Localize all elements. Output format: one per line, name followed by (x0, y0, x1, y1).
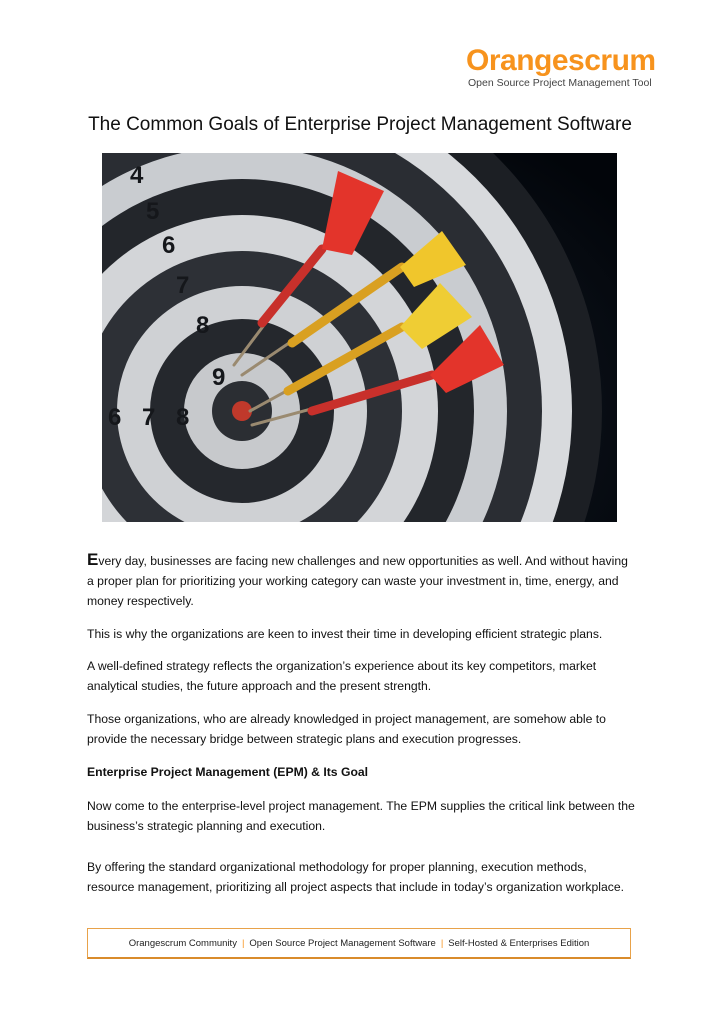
svg-text:9: 9 (212, 364, 226, 391)
svg-text:6: 6 (108, 404, 122, 431)
paragraph-project-management: Those organizations, who are already knowledged in project management, are somehow able to provide the necessary bridge between strategic plans and execution progresses. (87, 712, 606, 746)
footer-separator: | (440, 937, 444, 949)
footer-link-open-source[interactable]: Open Source Project Management Software (249, 937, 436, 949)
drop-cap: E (87, 550, 99, 569)
page-title: The Common Goals of Enterprise Project Management Software (88, 114, 632, 135)
footer-link-editions[interactable]: Self-Hosted & Enterprises Edition (448, 937, 590, 949)
svg-text:8: 8 (176, 404, 190, 431)
dartboard-with-darts-icon (102, 153, 617, 522)
footer-separator: | (241, 937, 245, 949)
paragraph-strategic-plans: This is why the organizations are keen to invest their time in developing efficient strategic plans. (87, 627, 603, 641)
page-footer (87, 928, 631, 959)
paragraph-well-defined-strategy: A well-defined strategy reflects the organization’s experience about its key competitors, market analytical studies, the future approach and the present strength. (87, 659, 597, 693)
footer-link-community[interactable]: Orangescrum Community (128, 937, 237, 949)
svg-text:6: 6 (162, 232, 176, 259)
paragraph-epm: Now come to the enterprise-level project management. The EPM supplies the critical link between the business’s strategic planning and execution. (87, 799, 635, 833)
logo-tagline: Open Source Project Management Tool (468, 77, 652, 89)
logo-wordmark: Orangescrum (466, 44, 656, 77)
svg-text:4: 4 (130, 162, 144, 189)
orangescrum-logo[interactable] (466, 44, 656, 96)
paragraph-methodology: By offering the standard organizational methodology for proper planning, execution methods, resource management, prioritizing all project aspects that include in today’s organization workplace. (87, 860, 624, 894)
paragraph-intro: Every day, businesses are facing new challenges and new opportunities as well. And without having a proper plan for prioritizing your working category can waste your investment in, time, energy, and money respectively. (87, 550, 628, 608)
svg-text:7: 7 (176, 272, 190, 299)
section-heading: Enterprise Project Management (EPM) & Its Goal (87, 765, 369, 779)
dartboard-image (102, 153, 617, 522)
svg-text:7: 7 (142, 404, 156, 431)
svg-text:5: 5 (146, 198, 160, 225)
svg-text:8: 8 (196, 312, 210, 339)
